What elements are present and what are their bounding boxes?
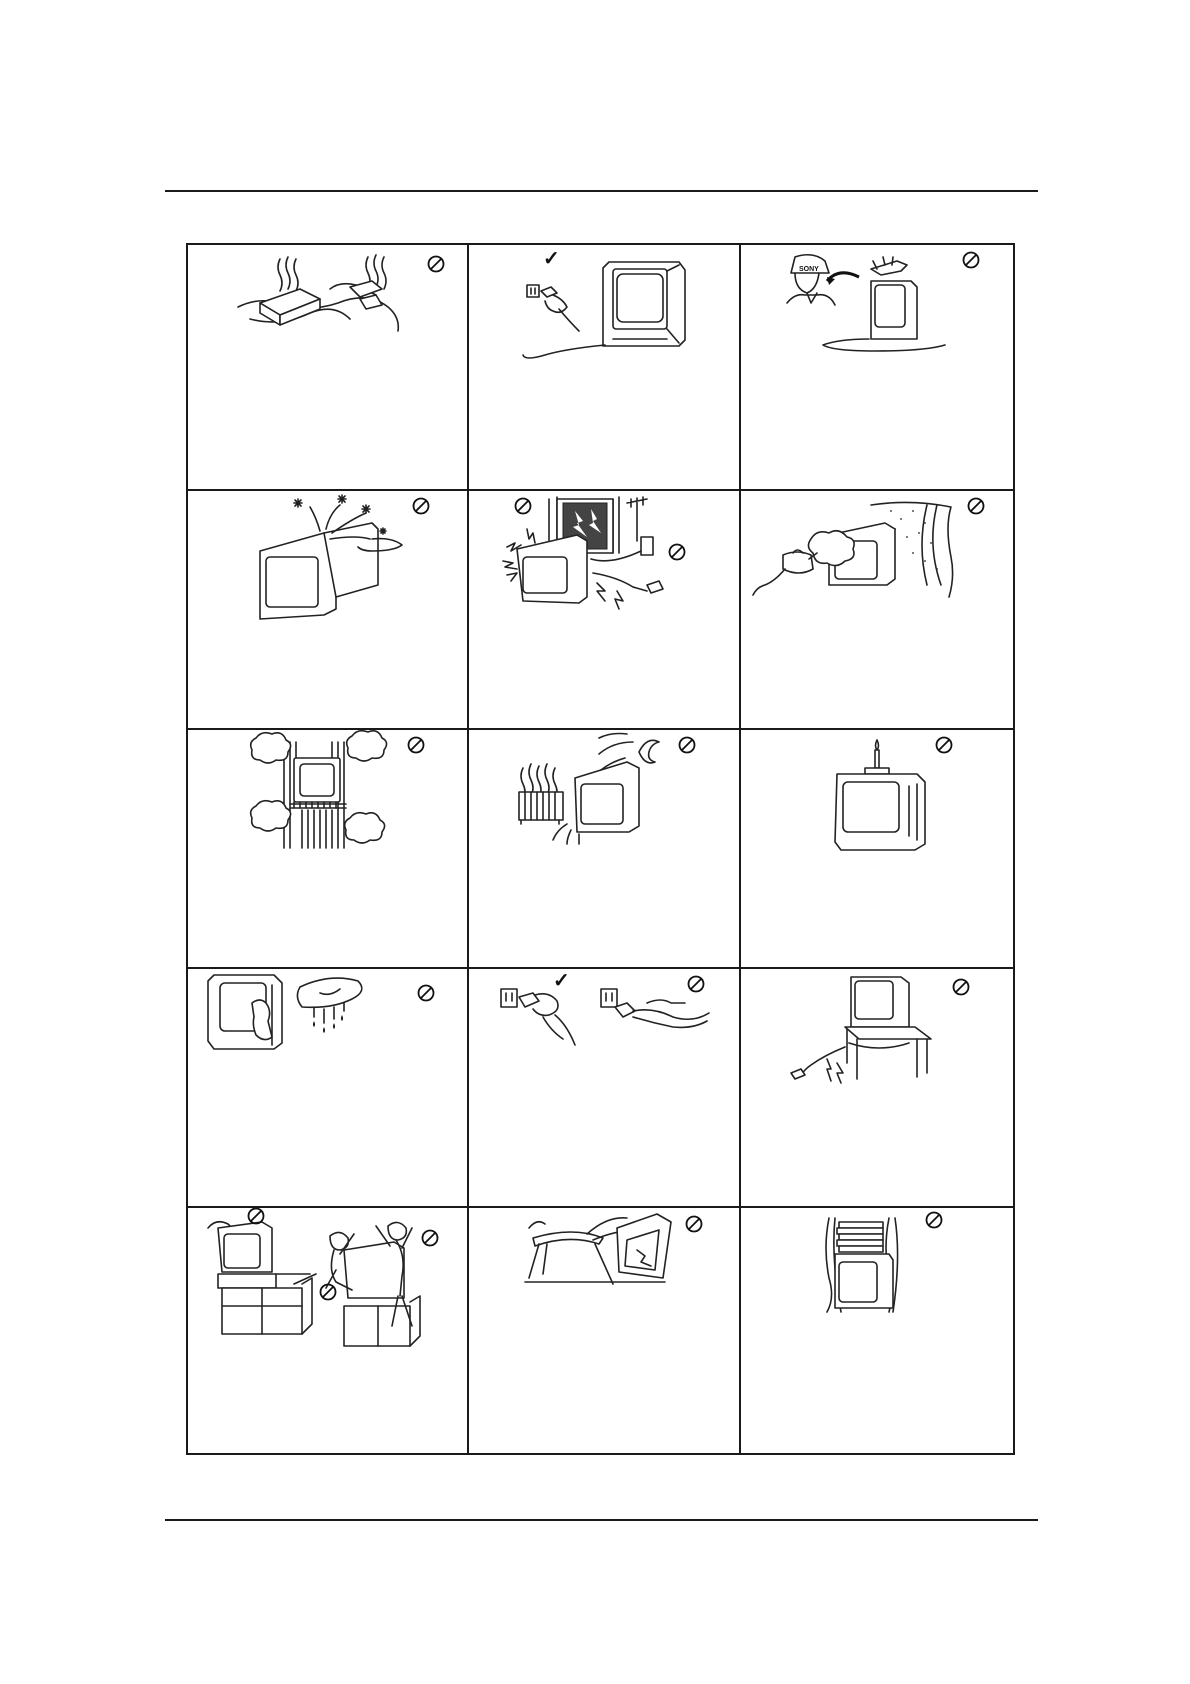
prohibited-icon bbox=[934, 735, 954, 755]
unplug-illustration bbox=[467, 247, 739, 487]
objects-inside-illustration bbox=[190, 489, 465, 726]
no-self-service-illustration bbox=[741, 247, 1013, 487]
prohibited-icon bbox=[966, 496, 986, 516]
prohibited-icon-2 bbox=[667, 542, 687, 562]
footer-rule bbox=[165, 1519, 1038, 1521]
cell-ventilation-clearance bbox=[190, 728, 465, 965]
cell-no-moisture-steam bbox=[741, 489, 1013, 726]
unstable-table-illustration bbox=[467, 1206, 739, 1453]
check-icon: ✓ bbox=[553, 970, 570, 992]
prohibited-icon bbox=[416, 983, 436, 1003]
cell-no-heat-sunlight bbox=[467, 728, 739, 965]
prohibited-icon bbox=[677, 735, 697, 755]
check-icon: ✓ bbox=[543, 248, 560, 270]
prohibited-icon bbox=[686, 974, 706, 994]
cell-children-climbing bbox=[190, 1206, 465, 1453]
cell-no-self-service bbox=[741, 247, 1013, 487]
cell-unplug-by-plug bbox=[467, 247, 739, 487]
prohibited-icon bbox=[246, 1206, 266, 1226]
heat-sunlight-illustration bbox=[467, 728, 739, 965]
overloaded-outlets-illustration bbox=[190, 247, 465, 487]
cell-overloaded-outlets bbox=[190, 247, 465, 487]
cell-no-candle-on-top bbox=[741, 728, 1013, 965]
prohibited-icon bbox=[961, 250, 981, 270]
prohibited-icon-3 bbox=[318, 1282, 338, 1302]
cell-cord-under-stand bbox=[741, 967, 1013, 1204]
cap-brand-text: SONY bbox=[799, 266, 819, 273]
prohibited-icon-2 bbox=[420, 1228, 440, 1248]
blocked-by-objects-illustration bbox=[741, 1206, 1013, 1453]
candle-on-tv-illustration bbox=[741, 728, 1013, 965]
prohibited-icon bbox=[513, 496, 533, 516]
ventilation-illustration bbox=[190, 728, 465, 965]
prohibited-icon bbox=[951, 977, 971, 997]
plug-handling-illustration bbox=[467, 967, 739, 1204]
cell-lightning-storm bbox=[467, 489, 739, 726]
cell-clean-with-dry-cloth bbox=[190, 967, 465, 1204]
prohibited-icon bbox=[684, 1214, 704, 1234]
cell-plug-handling bbox=[467, 967, 739, 1204]
cell-blocked-by-objects bbox=[741, 1206, 1013, 1453]
prohibited-icon bbox=[924, 1210, 944, 1230]
prohibited-icon bbox=[406, 735, 426, 755]
lightning-storm-illustration bbox=[467, 489, 739, 726]
prohibited-icon bbox=[411, 496, 431, 516]
cell-no-objects-inside bbox=[190, 489, 465, 726]
moisture-steam-illustration bbox=[741, 489, 1013, 726]
prohibited-icon bbox=[426, 254, 446, 274]
cell-falling-unstable-table bbox=[467, 1206, 739, 1453]
header-rule bbox=[165, 190, 1038, 192]
cord-under-stand-illustration bbox=[741, 967, 1013, 1204]
